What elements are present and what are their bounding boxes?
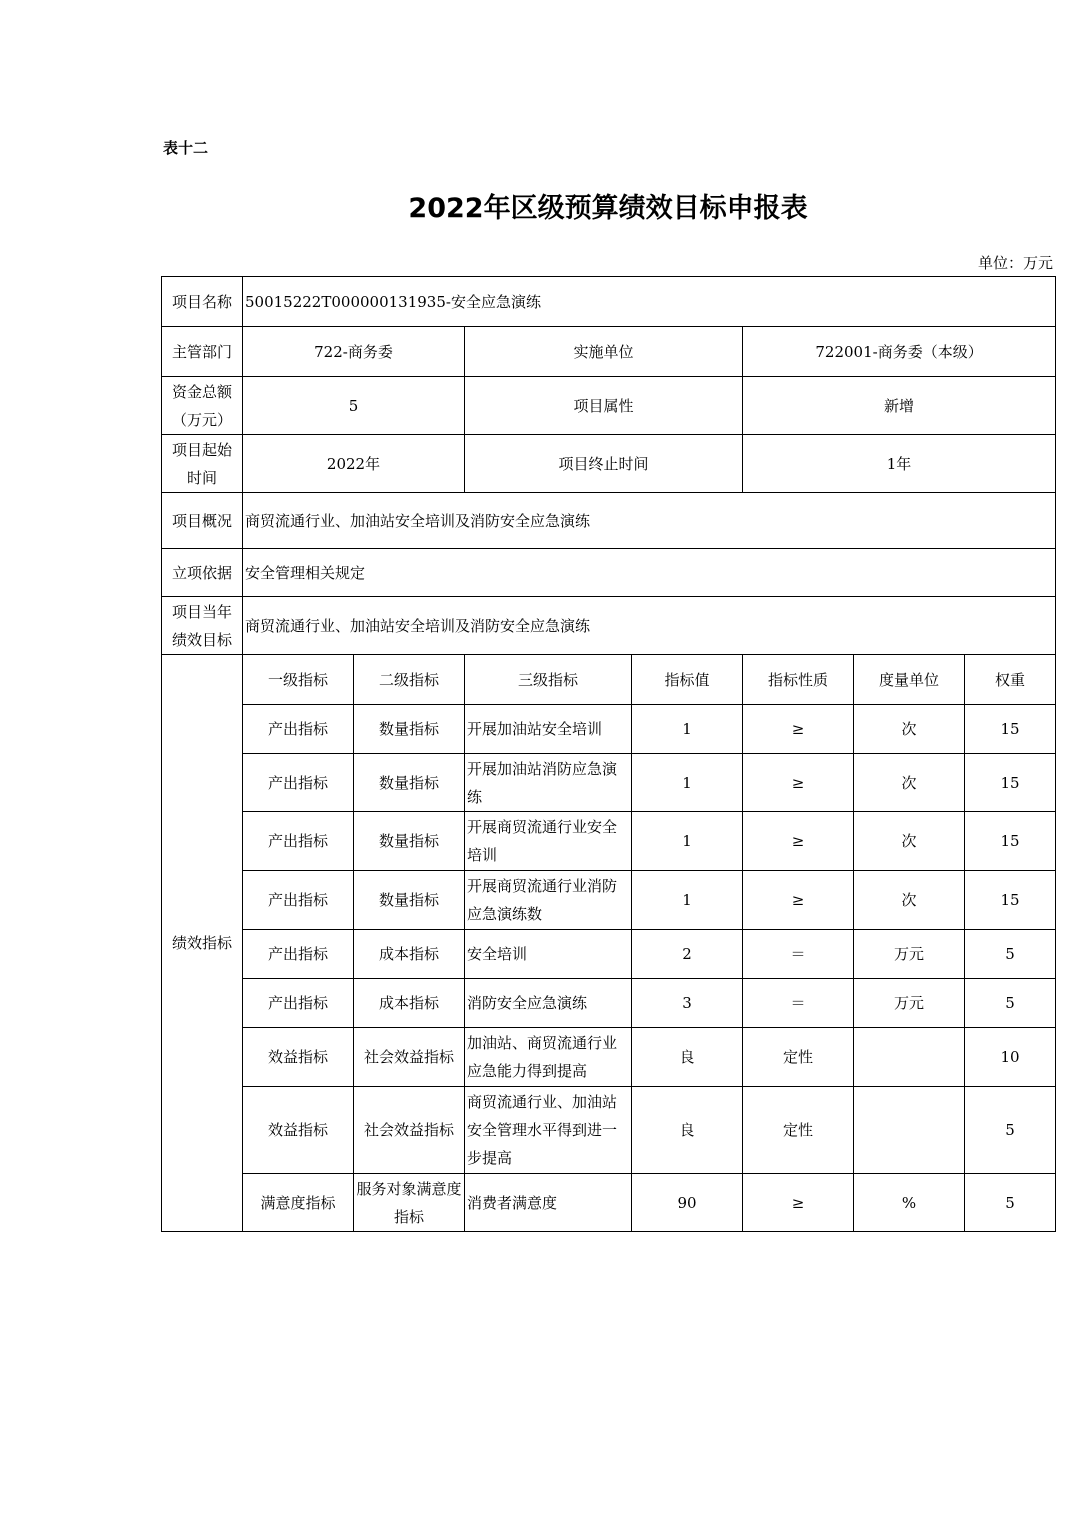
overview-value: 商贸流通行业、加油站安全培训及消防安全应急演练 (243, 493, 1056, 549)
indicator-weight: 15 (965, 754, 1056, 812)
indicator-unit: 次 (854, 705, 965, 754)
department-value: 722-商务委 (243, 327, 465, 377)
project-name-value: 50015222T000000131935-安全应急演练 (243, 277, 1056, 327)
indicator-value: 1 (632, 812, 743, 871)
indicator-value: 1 (632, 754, 743, 812)
header-unit: 度量单位 (854, 655, 965, 705)
indicator-weight: 15 (965, 871, 1056, 930)
indicator-level2: 社会效益指标 (354, 1087, 465, 1174)
indicator-level2: 数量指标 (354, 705, 465, 754)
indicator-level2: 服务对象满意度指标 (354, 1174, 465, 1232)
indicator-nature: 定性 (743, 1087, 854, 1174)
start-time-value: 2022年 (243, 435, 465, 493)
table-row (162, 930, 1056, 979)
indicator-unit (854, 1028, 965, 1087)
indicator-value: 2 (632, 930, 743, 979)
indicator-level1: 产出指标 (243, 930, 354, 979)
document-title: 2022年区级预算绩效目标申报表 (408, 193, 808, 224)
indicator-level3: 开展商贸流通行业消防应急演练数 (465, 871, 632, 930)
header-weight: 权重 (965, 655, 1056, 705)
basis-value: 安全管理相关规定 (243, 549, 1056, 597)
indicator-weight: 5 (965, 979, 1056, 1028)
indicator-nature: ≥ (743, 754, 854, 812)
indicator-weight: 5 (965, 1087, 1056, 1174)
indicator-level3: 商贸流通行业、加油站安全管理水平得到进一步提高 (465, 1087, 632, 1174)
table-row (162, 979, 1056, 1028)
indicator-weight: 10 (965, 1028, 1056, 1087)
start-time-label: 项目起始时间 (162, 435, 243, 493)
indicator-value: 3 (632, 979, 743, 1028)
indicator-value: 1 (632, 871, 743, 930)
indicator-unit: 次 (854, 871, 965, 930)
header-level1: 一级指标 (243, 655, 354, 705)
project-name-row (162, 277, 1056, 327)
indicator-level1: 产出指标 (243, 705, 354, 754)
indicator-level1: 产出指标 (243, 871, 354, 930)
indicator-level1: 满意度指标 (243, 1174, 354, 1232)
indicator-level1: 产出指标 (243, 979, 354, 1028)
indicator-nature: ≥ (743, 705, 854, 754)
indicator-unit: 次 (854, 754, 965, 812)
table-row (162, 1174, 1056, 1232)
budget-performance-table (161, 276, 1056, 1232)
header-level3: 三级指标 (465, 655, 632, 705)
indicator-value: 良 (632, 1087, 743, 1174)
end-time-label: 项目终止时间 (465, 435, 743, 493)
indicator-weight: 15 (965, 812, 1056, 871)
implementing-unit-label: 实施单位 (465, 327, 743, 377)
indicator-level2: 数量指标 (354, 812, 465, 871)
total-funds-value: 5 (243, 377, 465, 435)
indicator-level3: 安全培训 (465, 930, 632, 979)
indicator-level2: 数量指标 (354, 754, 465, 812)
basis-label: 立项依据 (162, 549, 243, 597)
indicators-section-label: 绩效指标 (162, 655, 243, 1232)
indicator-level3: 开展加油站消防应急演练 (465, 754, 632, 812)
indicator-level2: 成本指标 (354, 979, 465, 1028)
indicator-nature: ≥ (743, 812, 854, 871)
overview-row (162, 493, 1056, 549)
table-row (162, 754, 1056, 812)
indicator-nature: ＝ (743, 930, 854, 979)
overview-label: 项目概况 (162, 493, 243, 549)
header-value: 指标值 (632, 655, 743, 705)
basis-row (162, 549, 1056, 597)
annual-goal-label: 项目当年绩效目标 (162, 597, 243, 655)
indicator-level1: 效益指标 (243, 1087, 354, 1174)
department-row (162, 327, 1056, 377)
department-label: 主管部门 (162, 327, 243, 377)
total-funds-label: 资金总额（万元） (162, 377, 243, 435)
indicator-value: 90 (632, 1174, 743, 1232)
indicator-weight: 5 (965, 1174, 1056, 1232)
indicator-nature: ≥ (743, 1174, 854, 1232)
annual-goal-value: 商贸流通行业、加油站安全培训及消防安全应急演练 (243, 597, 1056, 655)
indicator-level1: 效益指标 (243, 1028, 354, 1087)
indicator-level3: 开展加油站安全培训 (465, 705, 632, 754)
indicator-unit: 万元 (854, 930, 965, 979)
time-row (162, 435, 1056, 493)
header-level2: 二级指标 (354, 655, 465, 705)
indicator-nature: ≥ (743, 871, 854, 930)
indicator-level2: 数量指标 (354, 871, 465, 930)
indicator-unit (854, 1087, 965, 1174)
indicator-unit: 万元 (854, 979, 965, 1028)
indicator-weight: 15 (965, 705, 1056, 754)
indicator-weight: 5 (965, 930, 1056, 979)
table-row (162, 871, 1056, 930)
indicator-level2: 社会效益指标 (354, 1028, 465, 1087)
table-label: 表十二 (163, 139, 209, 157)
indicator-nature: 定性 (743, 1028, 854, 1087)
implementing-unit-value: 722001-商务委（本级） (743, 327, 1056, 377)
indicator-level3: 消费者满意度 (465, 1174, 632, 1232)
table-row (162, 705, 1056, 754)
indicator-nature: ＝ (743, 979, 854, 1028)
indicator-unit: % (854, 1174, 965, 1232)
indicator-level1: 产出指标 (243, 754, 354, 812)
unit-label: 单位：万元 (977, 254, 1053, 272)
project-name-label: 项目名称 (162, 277, 243, 327)
table-row (162, 1087, 1056, 1174)
project-attribute-label: 项目属性 (465, 377, 743, 435)
header-nature: 指标性质 (743, 655, 854, 705)
indicator-value: 1 (632, 705, 743, 754)
table-row (162, 1028, 1056, 1087)
indicator-unit: 次 (854, 812, 965, 871)
indicator-level3: 加油站、商贸流通行业应急能力得到提高 (465, 1028, 632, 1087)
table-row (162, 812, 1056, 871)
indicator-level3: 消防安全应急演练 (465, 979, 632, 1028)
goal-row (162, 597, 1056, 655)
indicator-level1: 产出指标 (243, 812, 354, 871)
indicator-header-row (162, 655, 1056, 705)
indicator-level3: 开展商贸流通行业安全培训 (465, 812, 632, 871)
end-time-value: 1年 (743, 435, 1056, 493)
funds-row (162, 377, 1056, 435)
indicator-value: 良 (632, 1028, 743, 1087)
project-attribute-value: 新增 (743, 377, 1056, 435)
indicator-level2: 成本指标 (354, 930, 465, 979)
